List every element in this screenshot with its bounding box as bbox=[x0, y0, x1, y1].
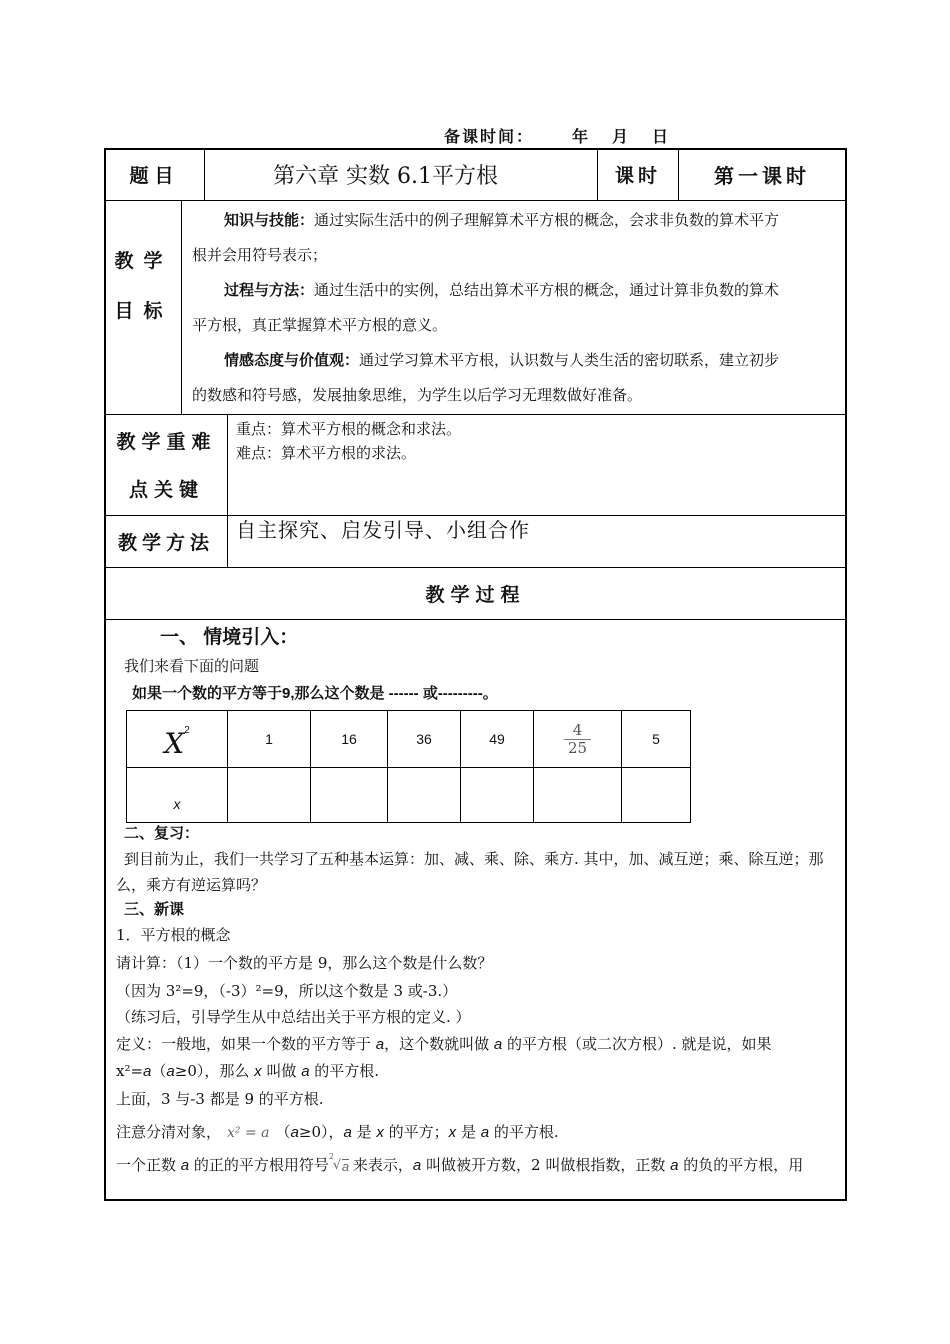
keypoints-label-line1: 教学重难 bbox=[116, 431, 217, 453]
table-row2-label: x bbox=[173, 796, 181, 812]
objective-knowledge-heading: 知识与技能： bbox=[224, 211, 315, 229]
var-x: x bbox=[376, 1124, 384, 1141]
note-text: （ bbox=[275, 1123, 291, 1141]
var-a: a bbox=[375, 1036, 385, 1053]
def-text: （ bbox=[151, 1062, 167, 1080]
prep-time-header bbox=[444, 124, 670, 147]
objective-knowledge-text: 通过实际生活中的例子理解算术平方根的概念，会求非负数的算术平方 bbox=[314, 211, 780, 229]
table-value-cell: 5 bbox=[622, 711, 691, 768]
table-answer-cell[interactable] bbox=[461, 768, 534, 823]
table-value-cell: 16 bbox=[311, 711, 388, 768]
var-a: a bbox=[180, 1157, 190, 1174]
note-text: 的平方； bbox=[383, 1123, 449, 1141]
objective-attitude-text-2: 的数感和符号感，发展抽象思维，为学生以后学习无理数做好准备。 bbox=[192, 386, 643, 404]
row-sep bbox=[104, 619, 847, 620]
row-sep bbox=[104, 414, 847, 415]
def-text: 的平方根. bbox=[309, 1062, 380, 1080]
row-sep bbox=[104, 200, 847, 201]
keypoints-content bbox=[236, 417, 461, 465]
objective-process-text-2: 平方根，真正掌握算术平方根的意义。 bbox=[192, 316, 448, 334]
section1-question: 如果一个数的平方等于9,那么这个数是 ------ 或---------。 bbox=[132, 685, 498, 702]
table-answer-cell[interactable] bbox=[311, 768, 388, 823]
section3-sub1: 1．平方根的概念 bbox=[116, 926, 231, 944]
day-label: 日 bbox=[652, 127, 671, 146]
table-header-x-squared bbox=[127, 711, 228, 768]
def-text: 的平方根（或二次方根）. 就是说，如果 bbox=[502, 1035, 772, 1053]
section3-definition bbox=[116, 1033, 838, 1054]
difficulty-point: 难点：算术平方根的求法。 bbox=[236, 444, 417, 462]
method-label: 教学方法 bbox=[117, 532, 214, 554]
header-exp: 2 bbox=[184, 724, 190, 736]
section1-intro: 我们来看下面的问题 bbox=[124, 657, 260, 675]
radical-index: 2 bbox=[328, 1152, 334, 1161]
col-sep bbox=[181, 200, 182, 414]
last-text: 来表示， bbox=[352, 1156, 413, 1174]
section2-heading: 二、复习： bbox=[124, 824, 200, 842]
def-text: 定义：一般地，如果一个数的平方等于 bbox=[116, 1035, 376, 1053]
note-text: 是 bbox=[351, 1123, 377, 1141]
def-text: 叫做 bbox=[261, 1062, 302, 1080]
section2-line2: 么，乘方有逆运算吗？ bbox=[116, 876, 267, 894]
objectives-label-line1: 教学 bbox=[114, 250, 173, 272]
radical-symbol: 2 √ a bbox=[328, 1152, 350, 1174]
var-a: a bbox=[290, 1124, 299, 1141]
objective-process-heading: 过程与方法： bbox=[224, 281, 315, 299]
last-text: 的负的平方根，用 bbox=[678, 1156, 804, 1174]
square-table bbox=[126, 710, 691, 823]
focus-point: 重点：算术平方根的概念和求法。 bbox=[236, 420, 462, 438]
keypoints-label bbox=[106, 418, 227, 514]
objectives-label-line2: 目标 bbox=[114, 300, 173, 322]
process-title: 教学过程 bbox=[425, 584, 526, 606]
objective-process-text: 通过生活中的实例，总结出算术平方根的概念，通过计算非负数的算术 bbox=[314, 281, 780, 299]
var-a: a bbox=[670, 1157, 679, 1174]
section3-because: （因为 3²=9，（-3）²=9，所以这个数是 3 或-3.） bbox=[116, 982, 458, 1000]
section3-heading: 三、新课 bbox=[124, 900, 185, 918]
header-var: X bbox=[164, 726, 185, 760]
table-fraction-cell bbox=[534, 711, 622, 768]
table-answer-cell[interactable] bbox=[534, 768, 622, 823]
note-text: 注意分清对象， bbox=[116, 1123, 222, 1141]
topic-label: 题目 bbox=[129, 165, 180, 187]
section3-calc: 请计算：（1）一个数的平方是 9，那么这个数是什么数？ bbox=[116, 954, 493, 972]
objectives-label bbox=[106, 236, 181, 336]
note-text: 的平方根. bbox=[489, 1123, 559, 1141]
objective-attitude-text: 通过学习算术平方根，认识数与人类生活的密切联系，建立初步 bbox=[359, 351, 780, 369]
section3-note bbox=[116, 1121, 838, 1142]
table-value-cell: 36 bbox=[388, 711, 461, 768]
note-text: ≥0）， bbox=[298, 1123, 344, 1141]
table-border-right bbox=[845, 148, 847, 1201]
var-a: a bbox=[343, 1124, 352, 1141]
note-formula: x² = a bbox=[227, 1125, 270, 1141]
table-answer-cell[interactable] bbox=[228, 768, 311, 823]
col-sep bbox=[227, 414, 228, 567]
section3-above: 上面，3 与-3 都是 9 的平方根. bbox=[116, 1090, 324, 1108]
section3-last bbox=[116, 1154, 838, 1176]
section2-line1: 到目前为止，我们一共学习了五种基本运算：加、减、乘、除、乘方. 其中，加、减互逆；乘、除互逆；那 bbox=[124, 850, 824, 868]
table-border-bottom bbox=[104, 1199, 847, 1201]
section1-heading: 一、 情境引入： bbox=[160, 627, 299, 648]
section3-definition-2 bbox=[116, 1060, 838, 1081]
period-label: 课时 bbox=[614, 165, 661, 187]
def-text: ，这个数就叫做 bbox=[384, 1035, 494, 1053]
radicand: a bbox=[341, 1159, 350, 1174]
section3-practice: （练习后，引导学生从中总结出关于平方根的定义. ） bbox=[116, 1008, 471, 1026]
fraction-denominator: 25 bbox=[564, 739, 591, 757]
var-a: a bbox=[166, 1063, 175, 1080]
method-value: 自主探究、启发引导、小组合作 bbox=[236, 518, 530, 542]
table-answer-cell[interactable] bbox=[388, 768, 461, 823]
last-text: 叫做被开方数，2 叫做根指数，正数 bbox=[421, 1156, 671, 1174]
table-value-cell: 49 bbox=[461, 711, 534, 768]
var-a: a bbox=[143, 1063, 152, 1080]
table-value-cell: 1 bbox=[228, 711, 311, 768]
year-label: 年 bbox=[572, 127, 591, 146]
def-text: x²= bbox=[116, 1062, 144, 1080]
prep-time-label: 备课时间： bbox=[444, 127, 535, 146]
objective-knowledge-text-2: 根并会用符号表示； bbox=[192, 246, 328, 264]
var-a: a bbox=[480, 1124, 490, 1141]
keypoints-label-line2: 点关键 bbox=[128, 479, 204, 501]
topic-title: 第六章 实数 6.1平方根 bbox=[273, 164, 498, 189]
fraction-numerator: 4 bbox=[572, 720, 583, 739]
month-label: 月 bbox=[612, 127, 631, 146]
last-text: 的正的平方根用符号 bbox=[189, 1156, 329, 1174]
objectives-content bbox=[192, 203, 840, 413]
var-x: x bbox=[254, 1063, 262, 1080]
table-answer-cell[interactable] bbox=[622, 768, 691, 823]
last-text: 一个正数 bbox=[116, 1156, 181, 1174]
objective-attitude-heading: 情感态度与价值观： bbox=[224, 351, 360, 369]
var-x: x bbox=[448, 1124, 457, 1141]
var-a: a bbox=[412, 1157, 422, 1174]
period-value: 第一课时 bbox=[714, 164, 810, 188]
var-a: a bbox=[301, 1063, 310, 1080]
var-a: a bbox=[493, 1036, 503, 1053]
def-text: ≥0），那么 bbox=[174, 1062, 255, 1080]
note-text: 是 bbox=[456, 1123, 481, 1141]
